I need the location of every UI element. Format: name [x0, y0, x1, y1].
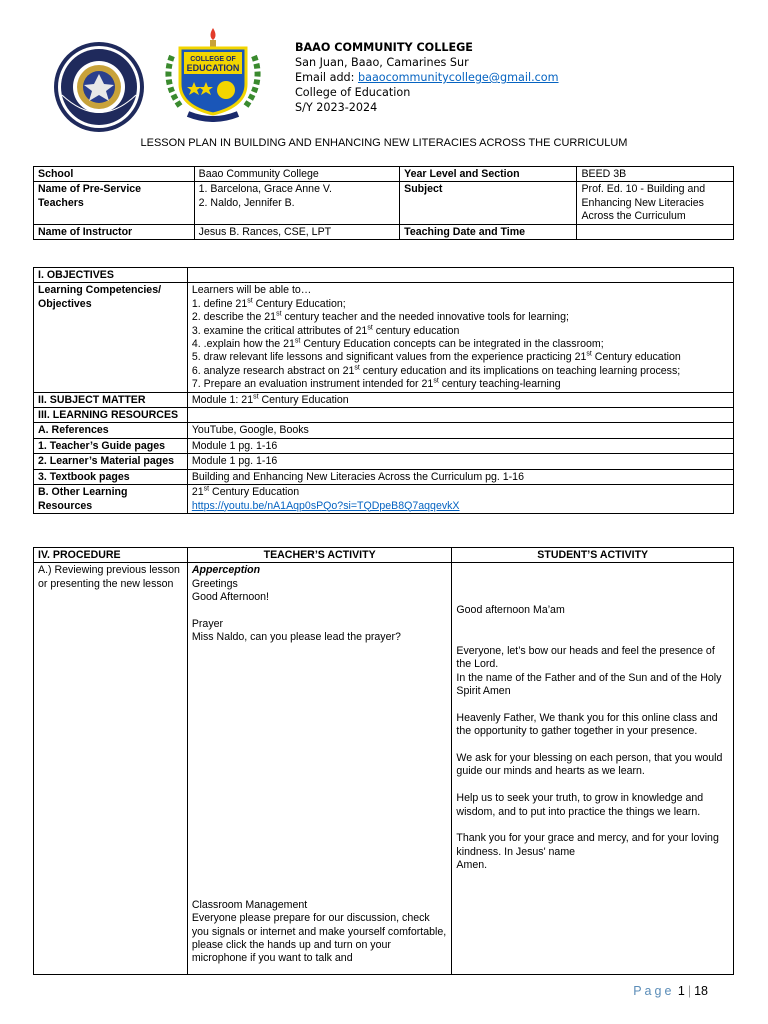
subject-label: Subject: [400, 182, 577, 224]
college-email-line: [295, 70, 559, 85]
other-resources-title: [192, 486, 729, 499]
other-resources-label: B. Other Learning Resources: [34, 485, 188, 514]
superscript: st: [294, 337, 301, 345]
objective-text: century teaching-learning: [438, 378, 561, 391]
learning-resources-blank: [187, 408, 733, 423]
objective-text: century education and its implications on teaching learning process;: [359, 364, 681, 377]
page-number: 1: [677, 984, 685, 998]
superscript: st: [354, 364, 360, 372]
objective-text: 7. Prepare an evaluation instrument intended for 21: [191, 378, 434, 391]
subject-matter-value: [187, 392, 733, 407]
prayer-question-text: Miss Naldo, can you please lead the prayer?: [191, 631, 401, 644]
teacher-activity-heading: TEACHER’S ACTIVITY: [187, 548, 452, 563]
objectives-heading-blank: [187, 268, 733, 283]
student-prayer-text: Thank you for your grace and mercy, and for your loving kindness. In Jesus' name: [456, 832, 719, 858]
competencies-label: Learning Competencies/ Objectives: [34, 283, 188, 392]
objective-4: [192, 338, 729, 351]
page-total: 18: [694, 984, 708, 998]
student-prayer-text: Heavenly Father, We thank you for this online class and the opportunity to gather together in your presence.: [456, 711, 718, 738]
objective-text: 2. describe the 21: [191, 311, 277, 324]
student-prayer-text: In the name of the Father and of the Sun and of the Holy Spirit Amen: [456, 671, 722, 698]
superscript: st: [586, 350, 592, 358]
other-resources-text: Century Education: [209, 486, 300, 499]
teachers-guide-value: Module 1 pg. 1-16: [187, 438, 733, 453]
classroom-management-instructions: Everyone please prepare for our discussion, check you signals or internet and make yourself comfortable, please click the hands up and turn on your microphone if you want to talk and: [191, 912, 447, 965]
objectives-resources-table: [33, 267, 734, 514]
references-label: A. References: [34, 423, 188, 438]
learning-resources-label: III. LEARNING RESOURCES: [34, 408, 188, 423]
logo-text-main: EDUCATION: [186, 63, 240, 73]
page-word: Page: [633, 984, 675, 998]
apperception-heading: Apperception: [191, 564, 261, 577]
teaching-date-label: Teaching Date and Time: [400, 224, 577, 239]
subject-matter-text: Century Education: [258, 393, 349, 406]
greetings-text: Greetings: [191, 577, 238, 590]
objective-3: [192, 325, 729, 338]
objective-2: [192, 311, 729, 324]
year-level-value: BEED 3B: [577, 167, 734, 182]
college-department: College of Education: [295, 86, 411, 99]
learners-material-value: Module 1 pg. 1-16: [187, 454, 733, 469]
other-resources-value: [187, 485, 733, 514]
teaching-date-value: [577, 224, 734, 239]
objective-text: Century Education concepts can be integrated in the classroom;: [300, 338, 604, 351]
superscript: st: [433, 377, 439, 385]
lesson-info-table: [33, 166, 734, 240]
youtube-link[interactable]: https://youtu.be/nA1Aqp0sPQo?si=TQDpeB8Q7aqqevkX: [191, 499, 460, 512]
pre-service-teachers-label: Name of Pre-Service Teachers: [34, 182, 195, 224]
procedure-step-a: A.) Reviewing previous lesson or presenting the new lesson: [34, 563, 188, 975]
superscript: st: [247, 297, 253, 305]
student-prayer-text: We ask for your blessing on each person, that you would guide our minds and hearts as we learn.: [456, 752, 723, 778]
teacher-2: 2. Naldo, Jennifer B.: [198, 196, 295, 209]
procedure-table: [33, 547, 734, 975]
teacher-activity-cell: [187, 563, 452, 975]
subject-value: Prof. Ed. 10 - Building and Enhancing New Literacies Across the Curriculum: [577, 182, 734, 224]
objective-7: [192, 378, 729, 391]
school-label: School: [34, 167, 195, 182]
objective-text: Century Education;: [252, 297, 346, 310]
document-title: LESSON PLAN IN BUILDING AND ENHANCING NEW LITERACIES ACROSS THE CURRICULUM: [140, 137, 628, 149]
school-value: Baao Community College: [194, 167, 400, 182]
procedure-heading: IV. PROCEDURE: [34, 548, 188, 563]
objective-text: 5. draw relevant life lessons and significant values from the experience practicing 21: [191, 351, 587, 364]
student-prayer-text: Everyone, let’s bow our heads and feel the presence of the Lord.: [456, 644, 715, 671]
logo-text-top: COLLEGE OF: [190, 56, 236, 63]
objective-text: 4. .explain how the 21: [191, 338, 295, 351]
student-activity-heading: STUDENT’S ACTIVITY: [452, 548, 734, 563]
baao-community-college-seal-logo: [52, 40, 146, 134]
objective-text: 1. define 21: [191, 297, 248, 310]
subject-matter-label: II. SUBJECT MATTER: [34, 392, 188, 407]
objective-1: [192, 298, 729, 311]
school-year: S/Y 2023-2024: [295, 101, 378, 114]
student-prayer-text: Amen.: [456, 859, 488, 872]
superscript: st: [203, 485, 210, 493]
teachers-guide-label: 1. Teacher’s Guide pages: [34, 438, 188, 453]
objective-text: century education: [372, 324, 460, 337]
objective-text: Century education: [591, 351, 681, 364]
learners-material-label: 2. Learner’s Material pages: [34, 454, 188, 469]
year-level-label: Year Level and Section: [400, 167, 577, 182]
student-prayer-text: Help us to seek your truth, to grow in knowledge and wisdom, and to put into practice the things we learn.: [456, 792, 704, 818]
college-of-education-logo: [158, 26, 268, 122]
header-logos: [40, 22, 300, 122]
other-resources-text: 21: [191, 486, 204, 499]
superscript: st: [367, 324, 373, 332]
college-address: San Juan, Baao, Camarines Sur: [295, 56, 469, 69]
email-label: Email add:: [295, 71, 358, 84]
prayer-text: Prayer: [191, 618, 224, 631]
textbook-pages-value: Building and Enhancing New Literacies Across the Curriculum pg. 1-16: [187, 469, 733, 484]
email-link[interactable]: baaocommunitycollege@gmail.com: [357, 71, 559, 84]
college-info: [295, 40, 559, 115]
objective-text: century teacher and the needed innovative tools for learning;: [281, 311, 569, 324]
objective-text: 6. analyze research abstract on 21: [191, 364, 355, 377]
classroom-management-text: Classroom Management: [191, 898, 308, 911]
references-value: YouTube, Google, Books: [187, 423, 733, 438]
subject-matter-text: Module 1: 21: [191, 393, 254, 406]
instructor-label: Name of Instructor: [34, 224, 195, 239]
objectives-list: [187, 283, 733, 392]
good-afternoon-text: Good Afternoon!: [191, 591, 269, 604]
pre-service-teachers-value: [194, 182, 400, 224]
textbook-pages-label: 3. Textbook pages: [34, 469, 188, 484]
page-footer: Page 1 | 18: [633, 984, 708, 998]
objective-6: [192, 365, 729, 378]
superscript: st: [253, 393, 259, 401]
student-activity-cell: [452, 563, 734, 975]
superscript: st: [276, 310, 282, 318]
objective-text: 3. examine the critical attributes of 21: [191, 324, 368, 337]
instructor-value: Jesus B. Rances, CSE, LPT: [194, 224, 400, 239]
student-greeting-text: Good afternoon Ma’am: [456, 604, 565, 617]
teacher-1: 1. Barcelona, Grace Anne V.: [198, 183, 332, 196]
objective-5: [192, 351, 729, 364]
college-name: BAAO COMMUNITY COLLEGE: [295, 41, 473, 54]
objectives-intro: Learners will be able to…: [191, 284, 312, 297]
objectives-heading: I. OBJECTIVES: [34, 268, 188, 283]
